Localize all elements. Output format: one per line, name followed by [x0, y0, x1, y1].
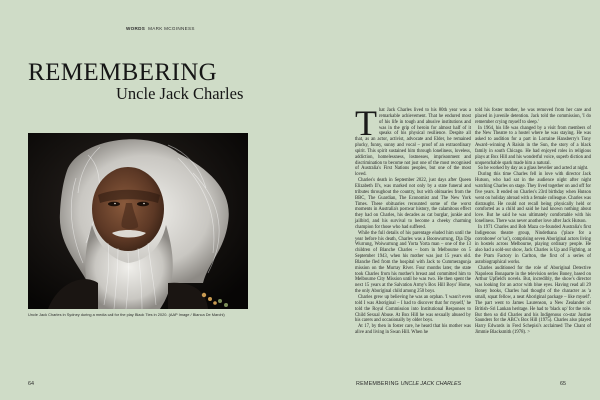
article-subtitle: Uncle Jack Charles — [116, 84, 244, 103]
body-paragraph: In 1971 Charles and Bob Maza co-founded Australia's first Indigenous theatre group, Nindethana ('place for a corroboree' or 'us'), comprising seven Aboriginal actors living in hostels across Melbourne, playing ordinary people. He also had a sold-out show, Jack Charles is Up and Fighting, at the Pram Factory in Carlton, the first of a series of autobiographical works. — [475, 224, 591, 265]
article-title: REMEMBERING — [28, 59, 218, 86]
body-paragraph: While the full details of his parentage eluded him until the year before his death, Charles was a Boonwurrung, Dja Dja Wurrung, Woiwurrung and Yorta Yorta man – one of the 13 children of Blanche Charles – born in Melbourne on 5 September 1943, when his mother was just 15 years old. Blanche fled from the hospital with Jack to Cummeragunja mission on the Murray River. Four months later, the state took Charles from his mother's breast and committed him to Melbourne City Mission until he was two. He then spent the next 15 years at the Salvation Army's Box Hill Boys' Home, the only Aboriginal child among 250 boys. — [355, 230, 471, 295]
portrait-illustration — [28, 133, 248, 309]
body-paragraph: told his foster mother, he was removed from her care and placed in juvenile detention. Jack told the commission, 'I do remember crying myself to sleep.' — [475, 108, 591, 125]
portrait-photo — [28, 133, 248, 309]
article-column-1 — [355, 103, 471, 336]
byline-author: MARK MCGINNESS — [148, 26, 195, 31]
running-head-subtitle: UNCLE JACK CHARLES — [400, 381, 462, 387]
body-paragraph: Charles's death in September 2022, just days after Queen Elizabeth II's, was marked not only by a state funeral and tributes throughout the country, but with obituaries from the BBC, The Guardian, The Economist and The New York Times. These obituaries recounted some of the worst moments in Australia's postwar history, the calamitous effect they had on Charles, his decades as cat burglar, junkie and jailbird, and his survival to become a cheeky charming champion for those who had suffered. — [355, 178, 471, 230]
left-page-number: 64 — [28, 381, 34, 387]
running-head — [356, 381, 461, 387]
body-paragraph: Charles auditioned for the role of Aboriginal Detective Napoleon Bonaparte in the television series Boney, based on Arthur Upfield's novels. But, incredibly, the show's director was looking for an actor with blue eyes. Having read all 29 Boney books, Charles had thought of the character as 'a small, squat fellow, a neat Aboriginal package – like myself'. The part went to James Laurenson, a New Zealander of British–Sri Lankan heritage. He had to 'black up' for the role. But then so did Charles and his Indigenous co-star Justine Saunders for the ABC's Box Hill (1975). Charles also played Harry Edwards in Fred Schepisi's acclaimed The Chant of Jimmie Blacksmith (1978). > — [475, 265, 591, 336]
right-page-number: 65 — [560, 381, 566, 387]
byline — [126, 26, 195, 31]
lead-paragraph — [355, 103, 471, 178]
body-paragraph: So he worked by day as a glass bevelier and acted at night. — [478, 166, 589, 172]
body-paragraph: During this time Charles fell in love with director Jack Hutson, who had sat in the audience night after night watching Charles on stage. They lived together on and off for five years. It ended on Charles's 23rd birthday when Hutson went on holiday abroad with a female colleague. Charles was distraught. He could not recall being physically held or comforted as a child and said he had known nothing about love. But he said he was ultimately comfortable with his loneliness. There was never another love after Jack Hutson. — [475, 172, 591, 225]
photo-caption: Uncle Jack Charles in Sydney during a media call for the play Black Ties in 2020. (AAP Image / Bianca De Marchi) — [28, 312, 225, 317]
body-paragraph: At 17, by then in foster care, he heard that his mother was alive and living in Swan Hill. When he — [355, 324, 471, 336]
body-paragraph: Charles grew up believing he was an orphan. 'I wasn't even told I was Aboriginal – I had to discover that for myself,' he told the Royal Commission into Institutional Responses to Child Sexual Abuse. At Box Hill he was sexually abused by his carers and occasionally by older boys. — [355, 295, 471, 324]
running-head-title: REMEMBERING — [356, 381, 399, 387]
article-column-2 — [475, 108, 591, 336]
body-paragraph: In 1964, his life was changed by a visit from members of the New Theatre to a hostel where he was staying. He was asked to audition for a part in Lorraine Hansberry's Tony Award–winning A Raisin in the Sun, the story of a black family in south Chicago. He had enjoyed roles in religious plays at Box Hill and his wonderful voice, superb diction and unquenchable spark made him a natural. — [475, 125, 591, 166]
byline-label: WORDS — [126, 26, 146, 31]
lead-text: hat Jack Charles lived to his 80th year was a remarkable achievement. That he endured most of his life in tough and abusive institutions and was in the grip of heroin for almost half of it speaks of his physical resilience. Despite all that, as an actor, activist, advocate and Elder, he remained plucky, funny, sunny and vocal – proof of an extraordinary spirit. This spirit sustained him through loneliness, loveless, addiction, homelessness, lostnesses, imprisonment and discrimination to become not just one of the most recognised of Australia's First Nations peoples, but one of the most loved. — [355, 108, 471, 178]
drop-cap: T — [355, 103, 377, 143]
